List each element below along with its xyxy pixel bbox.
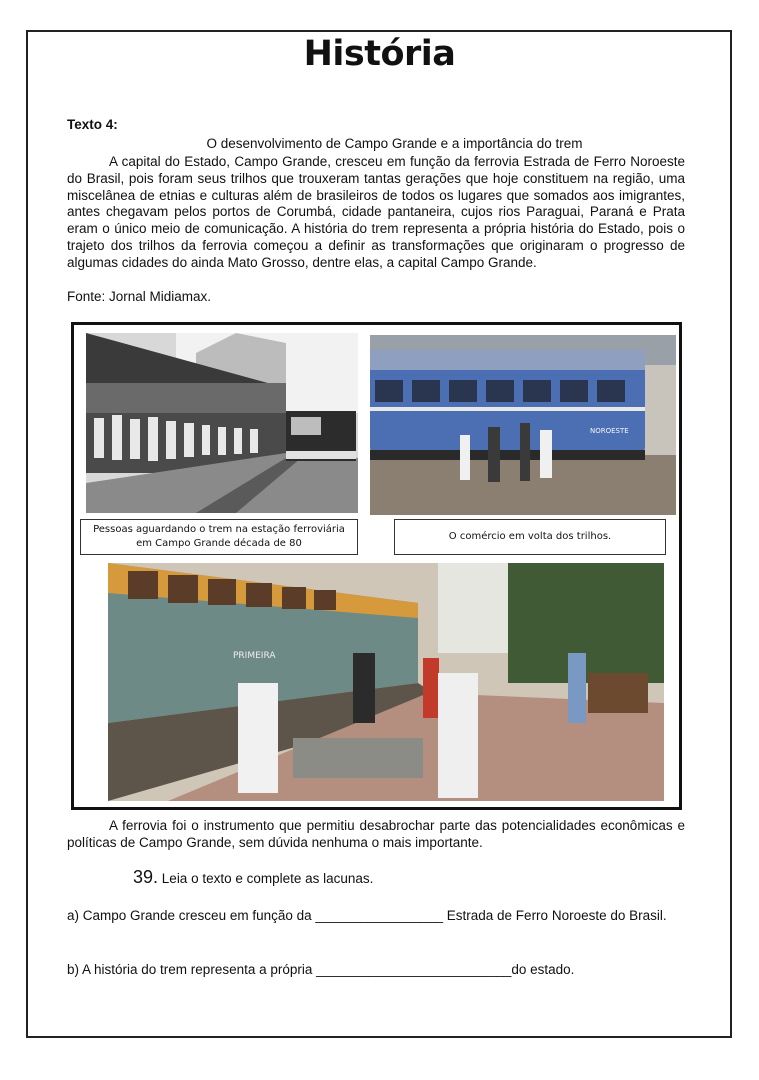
- paragraph-2: A ferrovia foi o instrumento que permitiu desabrochar parte das potencialidades econômicas e políticas de Campo Grande, sem dúvida nenhuma o mais importante.: [67, 818, 685, 850]
- text-subtitle: O desenvolvimento de Campo Grande e a importância do trem: [206, 136, 583, 151]
- market-photo: [108, 563, 664, 801]
- page-title: História: [303, 34, 456, 74]
- text-label: Texto 4:: [67, 117, 118, 132]
- station-photo: [86, 333, 358, 513]
- caption-station-line1: Pessoas aguardando o trem na estação ferroviária: [93, 524, 345, 535]
- caption-station: [80, 519, 358, 555]
- caption-commerce: O comércio em volta dos trilhos.: [394, 519, 666, 555]
- question-number: 39.: [133, 867, 159, 887]
- item-b: b) A história do trem representa a própria __________________________do estado.: [67, 962, 575, 977]
- paragraph-1: A capital do Estado, Campo Grande, cresceu em função da ferrovia Estrada de Ferro Noroeste do Brasil, pois foram seus trilhos que trouxeram tantas gerações que hoje constituem na região, uma miscelânea de etnias e culturas além de brasileiros de todos os lugares que somados aos imigrantes, antes chegavam pelos portos de Corumbá, cidade pantaneira, cujos rios Paraguai, Paraná e Prata eram o único meio de comunicação. A história do trem representa a própria história do Estado, pois o trajeto dos trilhos da ferrovia começou a definir as transformações que originaram o progresso de algumas cidades do ainda Mato Grosso, dentre elas, a capital Campo Grande.: [67, 154, 685, 270]
- train-sign-text-2: PRIMEIRA: [233, 651, 276, 661]
- source-line: Fonte: Jornal Midiamax.: [67, 289, 212, 304]
- question-text: Leia o texto e complete as lacunas.: [161, 871, 374, 886]
- commerce-photo: [370, 335, 676, 515]
- item-a: a) Campo Grande cresceu em função da _________________ Estrada de Ferro Noroeste do Brasil.: [67, 908, 667, 923]
- caption-station-line2: em Campo Grande década de 80: [136, 538, 302, 549]
- train-sign-text: NOROESTE: [590, 427, 629, 435]
- question-39: [133, 867, 373, 888]
- photo-panel: [71, 322, 682, 810]
